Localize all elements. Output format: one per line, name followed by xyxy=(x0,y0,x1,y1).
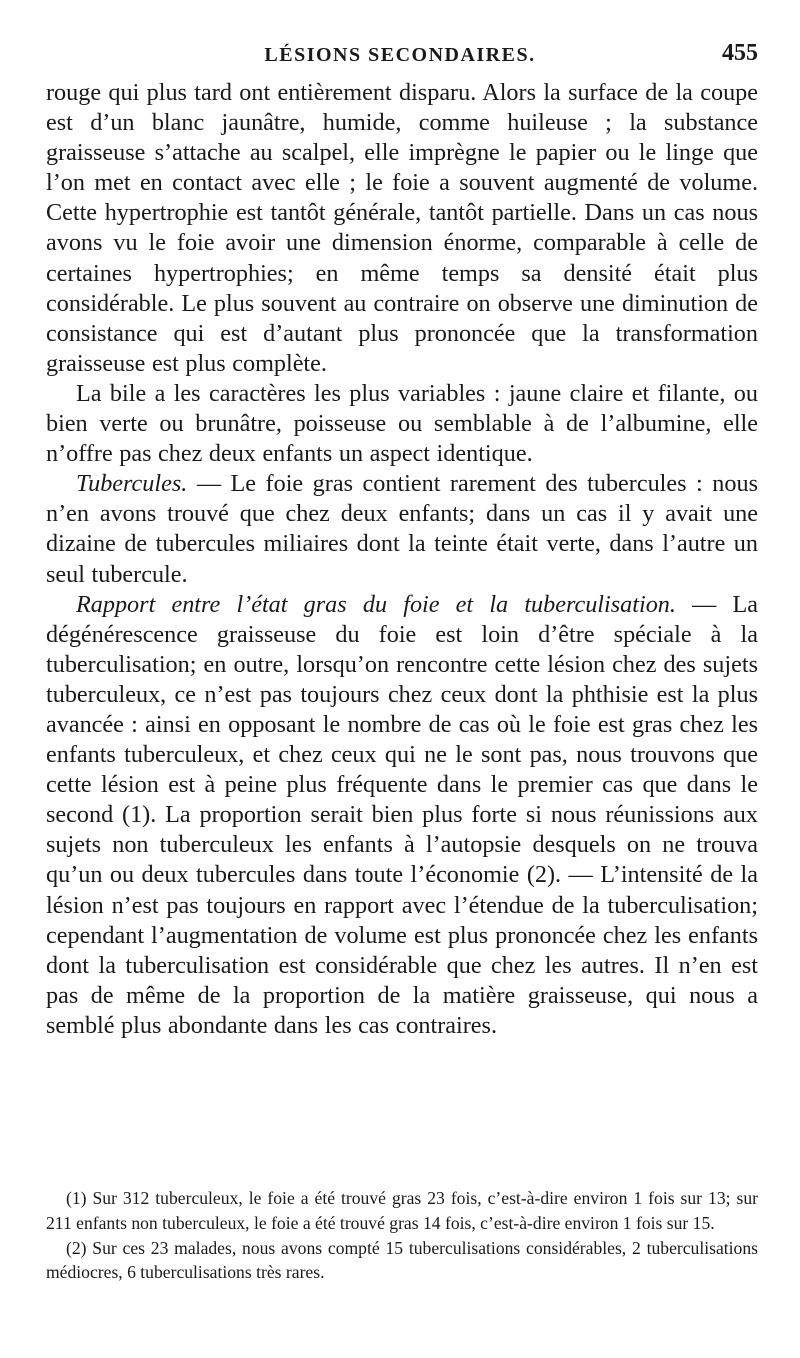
footnotes xyxy=(46,1186,758,1285)
paragraph: La bile a les caractères les plus variables : jaune claire et filante, ou bien verte ou brunâtre, poisseuse ou semblable à de l’albumine, elle n’offre pas chez deux enfants un aspect identique. xyxy=(46,379,758,468)
page-header xyxy=(0,40,800,80)
footnote: (1) Sur 312 tuberculeux, le foie a été trouvé gras 23 fois, c’est-à-dire environ 1 fois sur 13; sur 211 enfants non tuberculeux, le foie a été trouvé gras 14 fois, c’est-à-dire environ 1 fois sur 15. xyxy=(46,1188,758,1233)
paragraph xyxy=(46,590,758,1041)
paragraph xyxy=(46,469,758,589)
paragraph: rouge qui plus tard ont entièrement disparu. Alors la surface de la coupe est d’un blanc jaunâtre, humide, comme huileuse ; la substance graisseuse s’attache au scalpel, elle imprègne le papier ou le linge que l’on met en contact avec elle ; le foie a souvent augmenté de volume. Cette hypertrophie est tantôt générale, tantôt partielle. Dans un cas nous avons vu le foie avoir une dimension énorme, comparable à celle de certaines hypertrophies; en même temps sa densité était plus considérable. Le plus souvent au contraire on observe une diminution de consistance qui est d’autant plus prononcée que la transformation graisseuse est plus complète. xyxy=(46,79,758,377)
paragraph-text: — Le foie gras contient rarement des tubercules : nous n’en avons trouvé que chez deux enfants; dans un cas il y avait une dizaine de tubercules miliaires dont la teinte était verte, dans l’autre un seul tubercule. xyxy=(46,470,758,588)
page-number: 455 xyxy=(722,40,758,66)
body-text xyxy=(46,78,758,1041)
paragraph-text: — La dégénérescence graisseuse du foie est loin d’être spéciale à la tuberculisation; en outre, lorsqu’on rencontre cette lésion chez des sujets tuberculeux, ce n’est pas toujours chez ceux dont la phthisie est la plus avancée : ainsi en opposant le nombre de cas où le foie est gras chez les enfants tuberculeux, et chez ceux qui ne le sont pas, nous trouvons que cette lésion est à peine plus fréquente dans le premier cas que dans le second (1). La proportion serait bien plus forte si nous réunissions aux sujets non tuberculeux les enfants à l’autopsie desquels on ne trouva qu’un ou deux tubercules dans toute l’économie (2). — L’intensité de la lésion n’est pas toujours en rapport avec l’étendue de la tuberculisation; cependant l’augmentation de volume est plus prononcée chez les enfants dont la tuberculisation est considérable que chez les autres. Il n’en est pas de même de la proportion de la matière graisseuse, qui nous a semblé plus abondante dans les cas contraires. xyxy=(46,590,758,1039)
running-head: LÉSIONS SECONDAIRES. xyxy=(264,44,536,66)
section-lead: Tubercules. xyxy=(76,470,188,498)
section-lead: Rapport entre l’état gras du foie et la tuberculisation. xyxy=(76,590,676,618)
footnote: (2) Sur ces 23 malades, nous avons compté 15 tuberculisations considérables, 2 tuberculisations médiocres, 6 tuberculisations très rares. xyxy=(46,1237,758,1283)
